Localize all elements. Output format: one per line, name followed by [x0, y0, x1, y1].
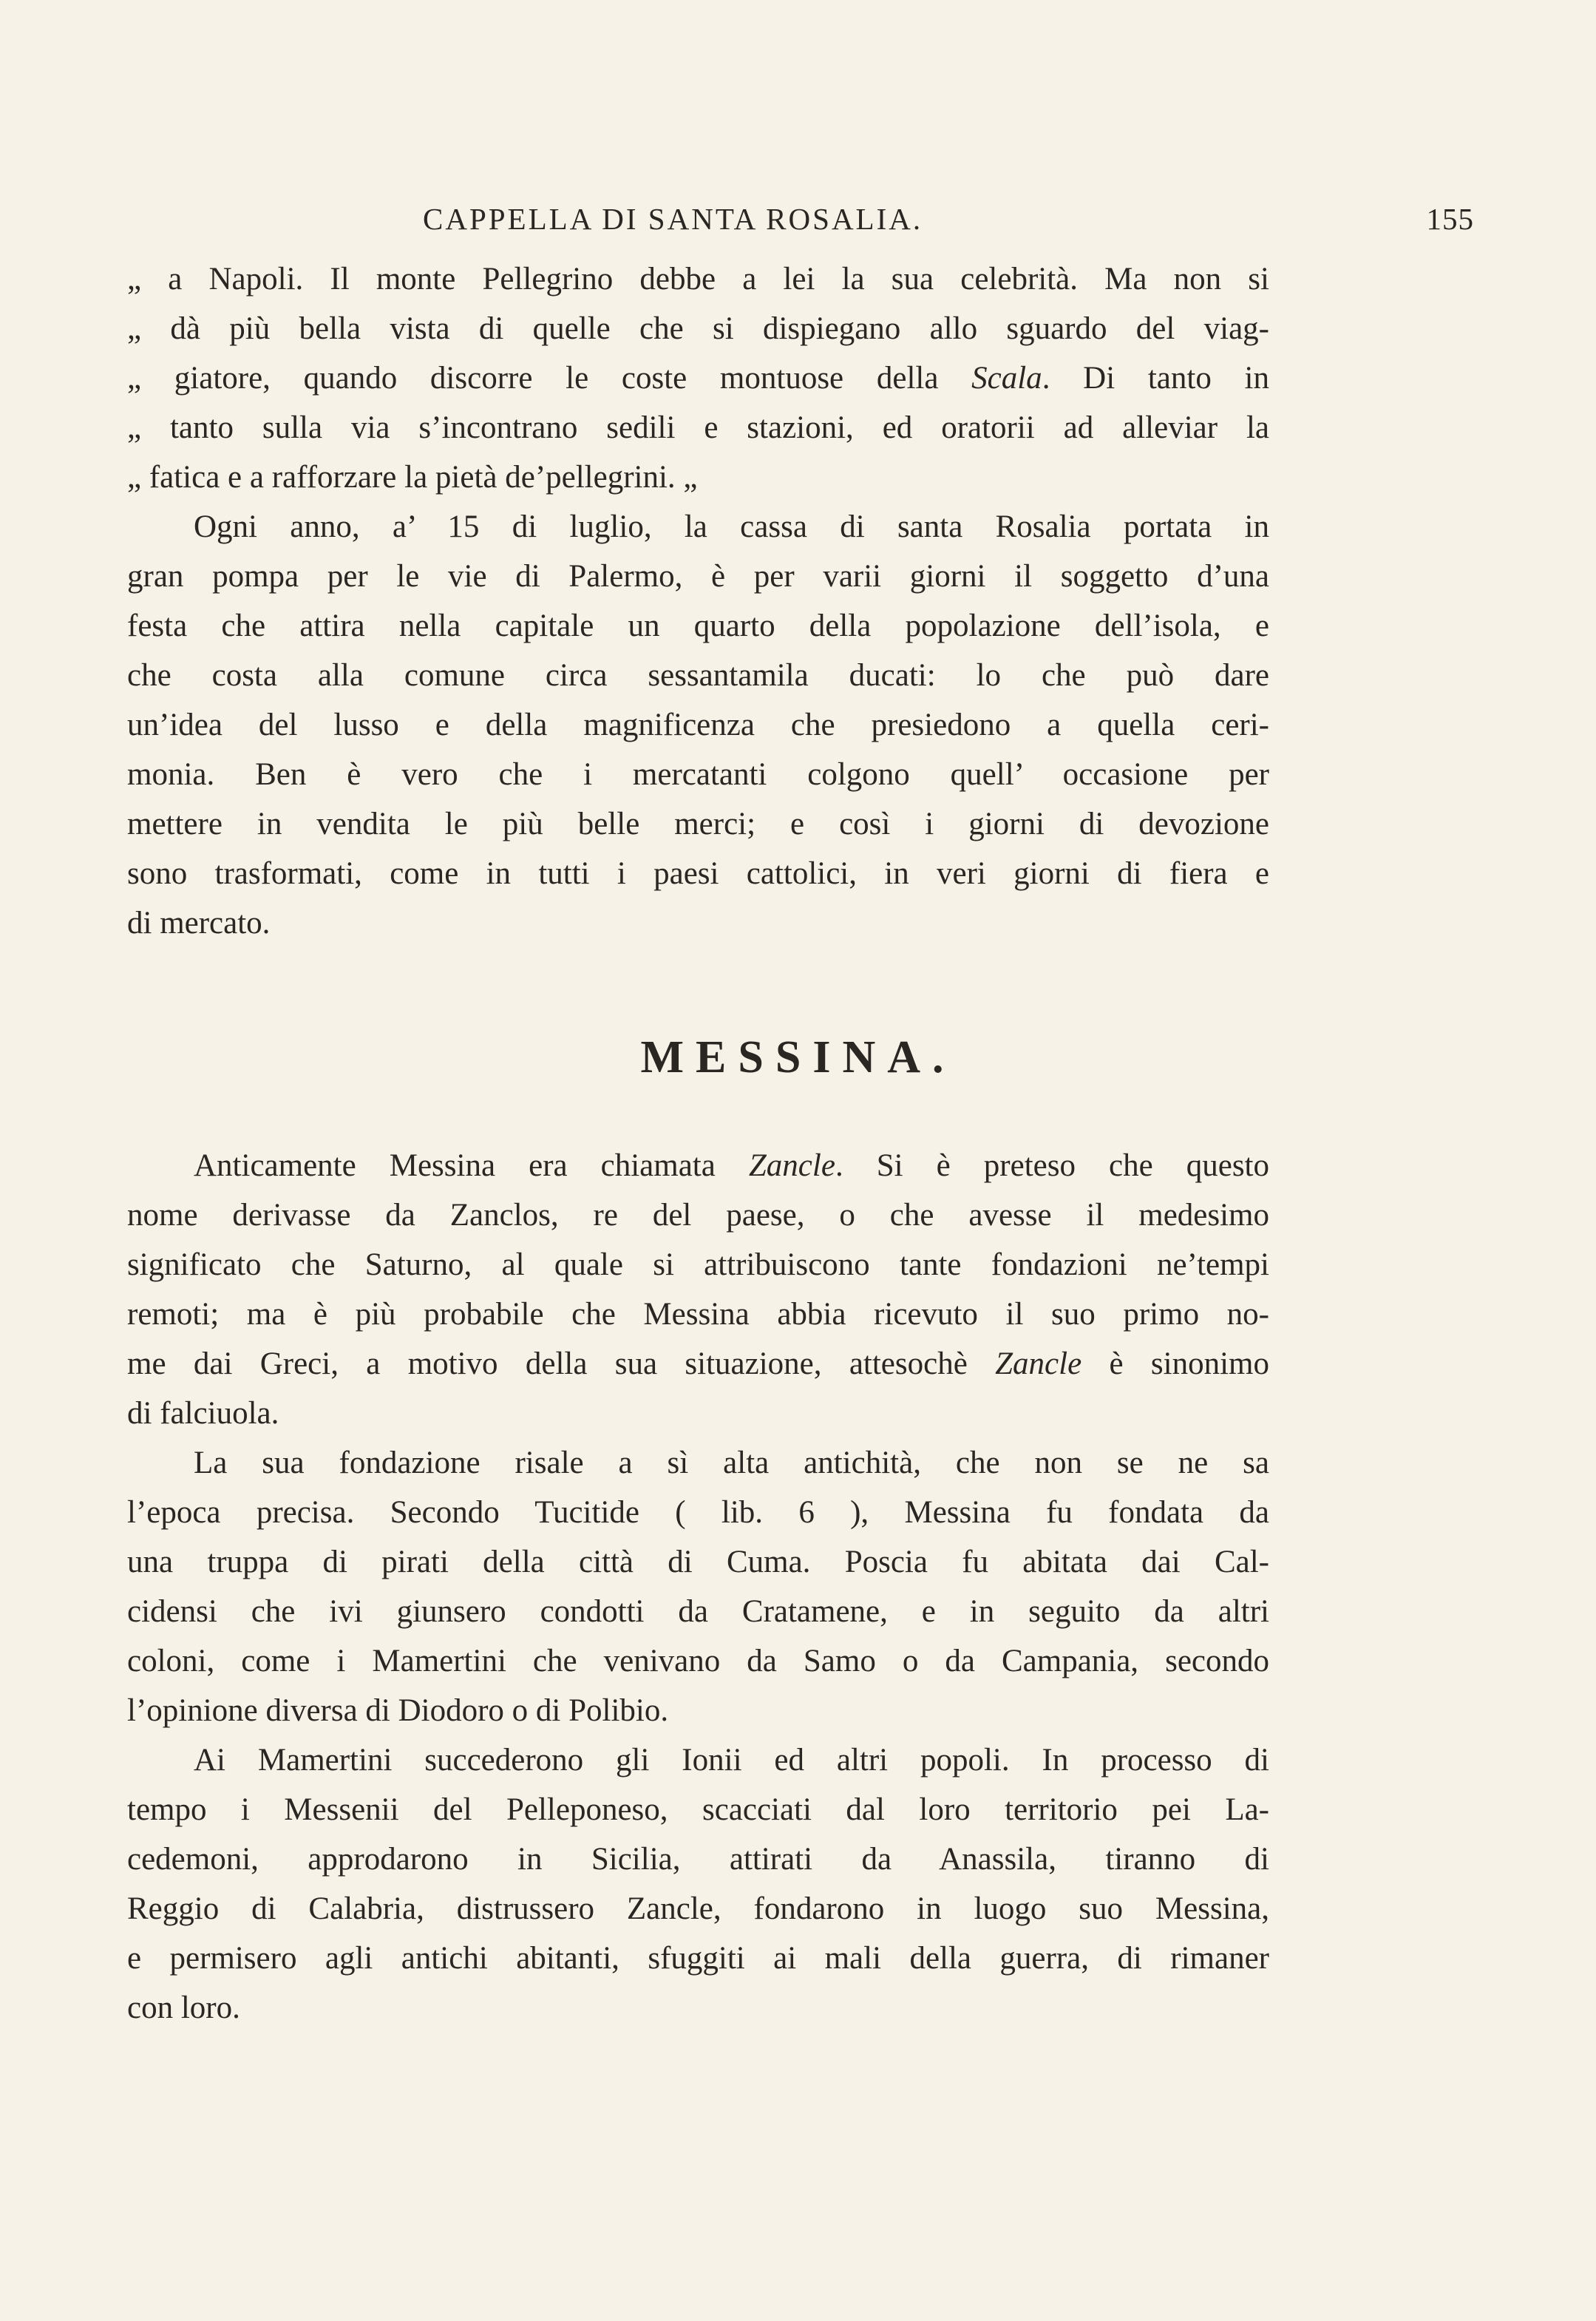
- text-line: una truppa di pirati della città di Cuma. Poscia fu abitata dai Cal-: [127, 1545, 1269, 1579]
- text-line: me dai Greci, a motivo della sua situazione, attesochè Zancle è sinonimo: [127, 1346, 1269, 1381]
- text-line: e permisero agli antichi abitanti, sfuggiti ai mali della guerra, di rimaner: [127, 1941, 1269, 1976]
- text-line: Reggio di Calabria, distrussero Zancle, fondarono in luogo suo Messina,: [127, 1891, 1269, 1926]
- text-line: tempo i Messenii del Pelleponeso, scacciati dal loro territorio pei La-: [127, 1792, 1269, 1827]
- text-line: che costa alla comune circa sessantamila ducati: lo che può dare: [127, 658, 1269, 693]
- text-line: gran pompa per le vie di Palermo, è per varii giorni il soggetto d’una: [127, 559, 1269, 594]
- text-line: sono trasformati, come in tutti i paesi cattolici, in veri giorni di fiera e: [127, 856, 1269, 891]
- text-line: monia. Ben è vero che i mercatanti colgono quell’ occasione per: [127, 757, 1269, 792]
- text-line: nome derivasse da Zanclos, re del paese, o che avesse il medesimo: [127, 1198, 1269, 1233]
- text-block-messina: [127, 1141, 1269, 2033]
- running-head: [127, 201, 1474, 253]
- text-line: un’idea del lusso e della magnificenza che presiedono a quella ceri-: [127, 708, 1269, 742]
- text-line: „ giatore, quando discorre le coste montuose della Scala. Di tanto in: [127, 361, 1269, 396]
- text-line: con loro.: [127, 1990, 240, 2025]
- text-line: coloni, come i Mamertini che venivano da Samo o da Campania, secondo: [127, 1644, 1269, 1678]
- text-line: „ fatica e a rafforzare la pietà de’pellegrini. „: [127, 460, 698, 495]
- page-number: 155: [1426, 202, 1474, 236]
- text-block-rosalia: [127, 254, 1269, 948]
- text-line: l’opinione diversa di Diodoro o di Polibio.: [127, 1693, 669, 1728]
- text-line: Anticamente Messina era chiamata Zancle. Si è preteso che questo: [194, 1148, 1269, 1183]
- text-line: festa che attira nella capitale un quarto della popolazione dell’isola, e: [127, 609, 1269, 643]
- text-line: Ai Mamertini succederono gli Ionii ed altri popoli. In processo di: [194, 1743, 1269, 1778]
- text-line: l’epoca precisa. Secondo Tucitide ( lib. 6 ), Messina fu fondata da: [127, 1495, 1269, 1530]
- text-line: di falciuola.: [127, 1396, 279, 1431]
- running-title: CAPPELLA DI SANTA ROSALIA.: [423, 202, 923, 236]
- text-line: La sua fondazione risale a sì alta antichità, che non se ne sa: [194, 1446, 1269, 1480]
- text-line: remoti; ma è più probabile che Messina abbia ricevuto il suo primo no-: [127, 1297, 1269, 1332]
- section-heading: MESSINA.: [640, 1032, 956, 1082]
- text-line: „ tanto sulla via s’incontrano sedili e stazioni, ed oratorii ad alleviar la: [127, 410, 1269, 445]
- text-line: cidensi che ivi giunsero condotti da Cratamene, e in seguito da altri: [127, 1594, 1269, 1629]
- text-line: significato che Saturno, al quale si attribuiscono tante fondazioni ne’tempi: [127, 1247, 1269, 1282]
- text-line: „ dà più bella vista di quelle che si dispiegano allo sguardo del viag-: [127, 311, 1269, 346]
- text-line: mettere in vendita le più belle merci; e così i giorni di devozione: [127, 807, 1269, 841]
- text-line: di mercato.: [127, 906, 271, 941]
- text-line: cedemoni, approdarono in Sicilia, attirati da Anassila, tiranno di: [127, 1842, 1269, 1877]
- text-line: „ a Napoli. Il monte Pellegrino debbe a lei la sua celebrità. Ma non si: [127, 262, 1269, 297]
- text-line: Ogni anno, a’ 15 di luglio, la cassa di santa Rosalia portata in: [194, 509, 1269, 544]
